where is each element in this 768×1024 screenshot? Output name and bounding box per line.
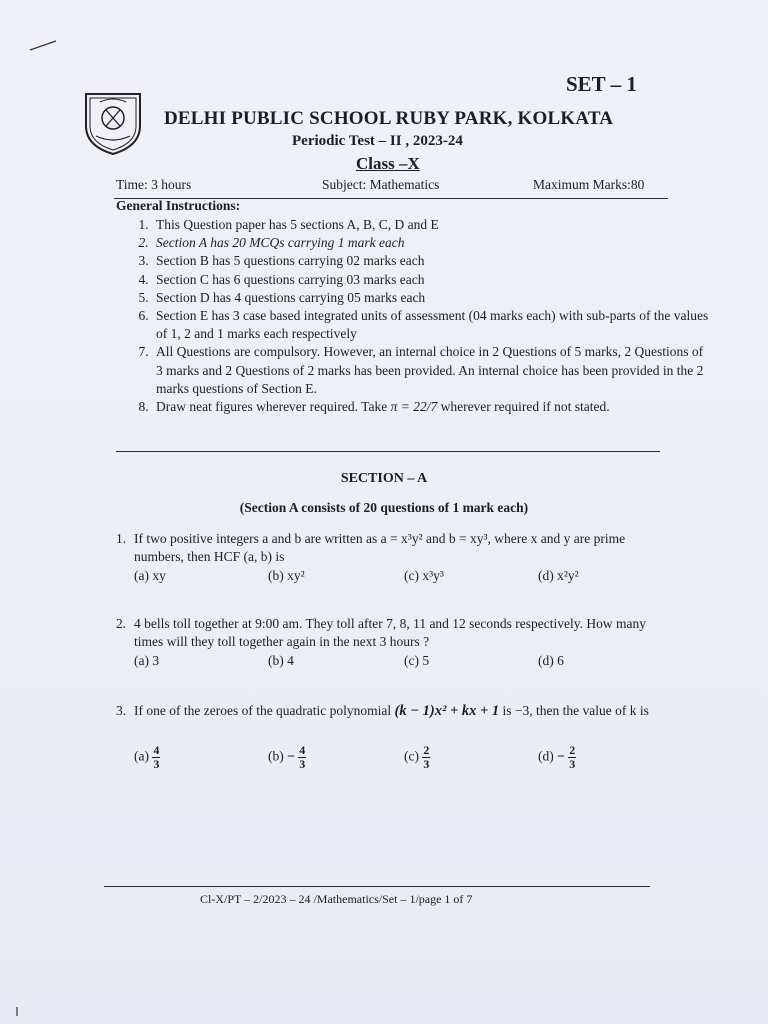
option-sign: −: [557, 748, 565, 764]
question-text-b: is −3, then the value of k is: [502, 703, 649, 718]
question-text: [134, 702, 654, 720]
option-c: (c) x³y³: [404, 568, 444, 583]
instructions-list: [116, 216, 712, 416]
question-number: 3.: [116, 703, 127, 718]
instruction-item: 1. This Question paper has 5 sections A, B, C, D and E: [152, 216, 712, 234]
instruction-item: 3. Section B has 5 questions carrying 02 marks each: [152, 252, 712, 270]
footer-divider: [104, 886, 650, 887]
maximum-marks: Maximum Marks:80: [533, 177, 645, 192]
question-2: [116, 615, 656, 673]
pi-value: π = 22/7: [390, 399, 438, 415]
option-label: (b): [268, 748, 284, 764]
pen-mark: [28, 38, 60, 52]
instruction-item: 6. Section E has 3 case based integrated units of assessment (04 marks each) with sub-parts of the values of 1, 2 and 1 marks each respectively: [152, 307, 712, 343]
class-name: Class –X: [356, 154, 420, 173]
time-allowed: Time: 3 hours: [116, 177, 192, 192]
polynomial: (k − 1)x² + kx + 1: [394, 703, 500, 719]
option-a: [134, 744, 160, 771]
exam-name: Periodic Test – II , 2023-24: [292, 133, 463, 149]
section-title: SECTION – A: [340, 471, 428, 486]
denominator: 3: [569, 757, 576, 771]
option-b: (b) 4: [268, 653, 294, 668]
question-number: 2.: [116, 616, 127, 631]
page-footer: Cl-X/PT – 2/2023 – 24 /Mathematics/Set – 1/page 1 of 7: [200, 892, 473, 906]
question-3: [116, 702, 656, 782]
question-number: 1.: [116, 531, 127, 546]
instructions-divider: [116, 451, 660, 452]
question-1: [116, 530, 656, 588]
option-label: (d): [538, 748, 554, 764]
option-d: (d) 6: [538, 653, 564, 668]
school-name: DELHI PUBLIC SCHOOL RUBY PARK, KOLKATA: [164, 108, 614, 129]
numerator: 2: [423, 743, 430, 757]
option-sign: −: [287, 748, 295, 764]
option-a: (a) 3: [134, 653, 160, 668]
numerator: 4: [153, 743, 160, 757]
instruction-item: 2. Section A has 20 MCQs carrying 1 mark each: [152, 234, 712, 252]
question-text: If two positive integers a and b are written as a = x³y² and b = xy³, where x and y are prime numbers, then HCF (a, b) is: [134, 531, 626, 564]
instruction-item: 5. Section D has 4 questions carrying 05 marks each: [152, 289, 712, 307]
set-label: SET – 1: [566, 72, 637, 96]
option-c: (c) 5: [404, 653, 430, 668]
instructions-title: General Instructions:: [116, 198, 241, 213]
instruction-item: [152, 398, 712, 416]
instruction-8-tail: wherever required if not stated.: [440, 399, 610, 415]
instruction-item: 7. All Questions are compulsory. However, an internal choice in 2 Questions of 5 marks, 2 Questions of 3 marks and 2 Questions of 2 marks has been provided. An internal choice has been provided in the 2 marks questions of Section E.: [152, 343, 712, 398]
stray-mark: [14, 1006, 20, 1018]
option-d: (d) x²y²: [538, 568, 579, 583]
option-label: (c): [404, 748, 419, 764]
option-b: (b) xy²: [268, 568, 305, 583]
option-c: [404, 744, 430, 771]
numerator: 2: [569, 743, 576, 757]
instruction-8-text: Draw neat figures wherever required. Take: [156, 399, 388, 415]
option-d: [538, 744, 576, 771]
option-a: (a) xy: [134, 568, 166, 583]
subject: Subject: Mathematics: [322, 177, 440, 192]
denominator: 3: [153, 757, 160, 771]
section-subtitle: (Section A consists of 20 questions of 1 mark each): [239, 500, 529, 515]
numerator: 4: [299, 743, 306, 757]
question-text: 4 bells toll together at 9:00 am. They toll after 7, 8, 11 and 12 seconds respectively. How many times will they toll together again in the next 3 hours ?: [134, 616, 647, 649]
instruction-item: 4. Section C has 6 questions carrying 03 marks each: [152, 271, 712, 289]
school-crest-logo: [80, 88, 146, 156]
option-b: [268, 744, 306, 771]
question-text-a: If one of the zeroes of the quadratic polynomial: [134, 703, 392, 718]
denominator: 3: [299, 757, 306, 771]
denominator: 3: [423, 757, 430, 771]
option-label: (a): [134, 748, 149, 764]
